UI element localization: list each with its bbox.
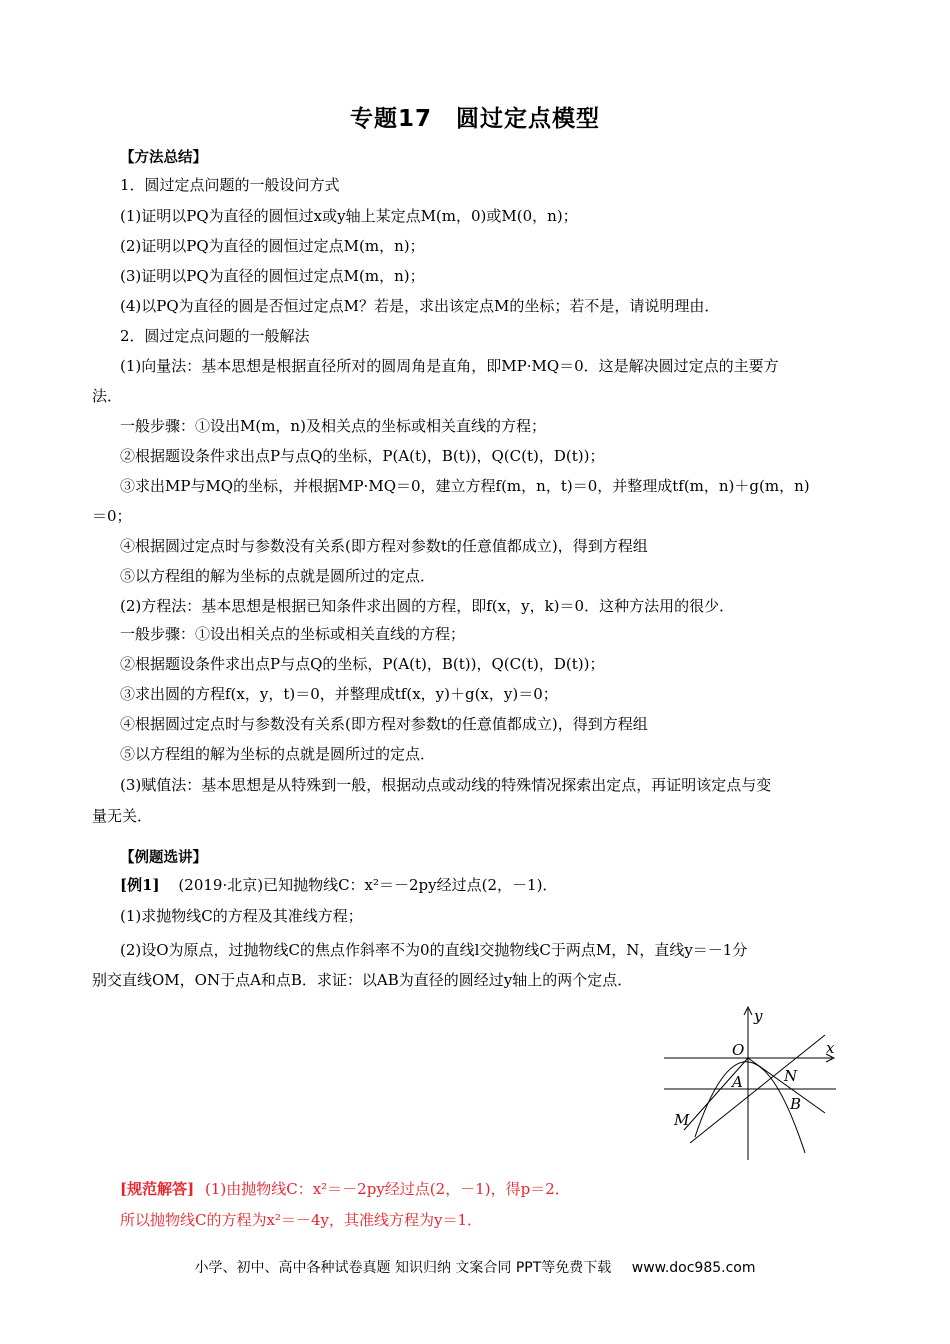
footer — [0, 1257, 950, 1277]
text-line: ④根据圆过定点时与参数没有关系(即方程对参数t的任意值都成立)，得到方程组 — [120, 537, 648, 555]
solution-tag: [规范解答] — [120, 1180, 195, 1198]
solution-line: 所以抛物线C的方程为x²＝－4y，其准线方程为y＝1． — [120, 1211, 482, 1229]
page-title: 专题17 圆过定点模型 — [349, 106, 600, 132]
method-heading: 【方法总结】 — [120, 150, 207, 166]
solution-line — [120, 1178, 570, 1200]
text-line: ④根据圆过定点时与参数没有关系(即方程对参数t的任意值都成立)，得到方程组 — [120, 715, 648, 733]
label-o: O — [732, 1041, 745, 1059]
text-line: 2．圆过定点问题的一般解法 — [120, 327, 310, 345]
line-om — [684, 1058, 748, 1130]
solution-text: (1)由抛物线C：x²＝－2py经过点(2，－1)，得p＝2． — [204, 1180, 570, 1198]
text-line: 量无关． — [92, 807, 153, 825]
text-line: ＝0； — [92, 507, 132, 525]
text-line: (2)证明以PQ为直径的圆恒过定点M(m，n)； — [120, 237, 425, 255]
text-line: (3)证明以PQ为直径的圆恒过定点M(m，n)； — [120, 267, 425, 285]
parabola-figure — [660, 1005, 850, 1165]
text-line: ⑤以方程组的解为坐标的点就是圆所过的定点． — [120, 745, 436, 763]
text-line: ③求出圆的方程f(x，y，t)＝0，并整理成tf(x，y)＋g(x，y)＝0； — [120, 685, 558, 703]
example-tag: [例1] — [120, 876, 160, 894]
text-line: 1．圆过定点问题的一般设问方式 — [120, 176, 340, 194]
text-line: (3)赋值法：基本思想是从特殊到一般，根据动点或动线的特殊情况探索出定点，再证明该定点与变 — [120, 776, 772, 794]
text-line: (1)证明以PQ为直径的圆恒过x或y轴上某定点M(m，0)或M(0，n)； — [120, 207, 578, 225]
label-x: x — [826, 1039, 835, 1057]
example-line: (1)求抛物线C的方程及其准线方程； — [120, 907, 363, 925]
text-line: (2)方程法：基本思想是根据已知条件求出圆的方程，即f(x，y，k)＝0．这种方法用的很少． — [120, 597, 735, 615]
text-line: ②根据题设条件求出点P与点Q的坐标，P(A(t)，B(t))，Q(C(t)，D(t))； — [120, 447, 605, 465]
text-line: 一般步骤：①设出M(m，n)及相关点的坐标或相关直线的方程； — [120, 417, 546, 435]
example-text: (2019·北京)已知抛物线C：x²＝－2py经过点(2，－1)． — [178, 876, 558, 894]
label-b: B — [790, 1095, 802, 1113]
text-line: ②根据题设条件求出点P与点Q的坐标，P(A(t)，B(t))，Q(C(t)，D(t))； — [120, 655, 605, 673]
text-line: (4)以PQ为直径的圆是否恒过定点M？若是，求出该定点M的坐标；若不是，请说明理由． — [120, 297, 720, 315]
footer-text: 小学、初中、高中各种试卷真题 知识归纳 文案合同 PPT等免费下载 — [194, 1260, 612, 1276]
example-heading: 【例题选讲】 — [120, 850, 207, 866]
text-line: 法． — [92, 387, 123, 405]
example-line: (2)设O为原点，过抛物线C的焦点作斜率不为0的直线l交抛物线C于两点M，N，直线y＝－1分 — [120, 941, 748, 959]
text-line: ③求出MP与MQ的坐标，并根据MP·MQ＝0，建立方程f(m，n，t)＝0，并整理成tf(m，n)＋g(m，n) — [120, 477, 810, 495]
label-n: N — [784, 1067, 798, 1085]
footer-link[interactable]: www.doc985.com — [631, 1260, 756, 1276]
text-line: ⑤以方程组的解为坐标的点就是圆所过的定点． — [120, 567, 436, 585]
label-a: A — [732, 1073, 743, 1091]
label-m: M — [674, 1111, 690, 1129]
text-line: (1)向量法：基本思想是根据直径所对的圆周角是直角，即MP·MQ＝0．这是解决圆过定点的主要方 — [120, 357, 779, 375]
text-line: 一般步骤：①设出相关点的坐标或相关直线的方程； — [120, 625, 466, 643]
example-line — [120, 874, 557, 896]
example-line: 别交直线OM，ON于点A和点B．求证：以AB为直径的圆经过y轴上的两个定点． — [92, 971, 633, 989]
label-y: y — [754, 1007, 763, 1025]
